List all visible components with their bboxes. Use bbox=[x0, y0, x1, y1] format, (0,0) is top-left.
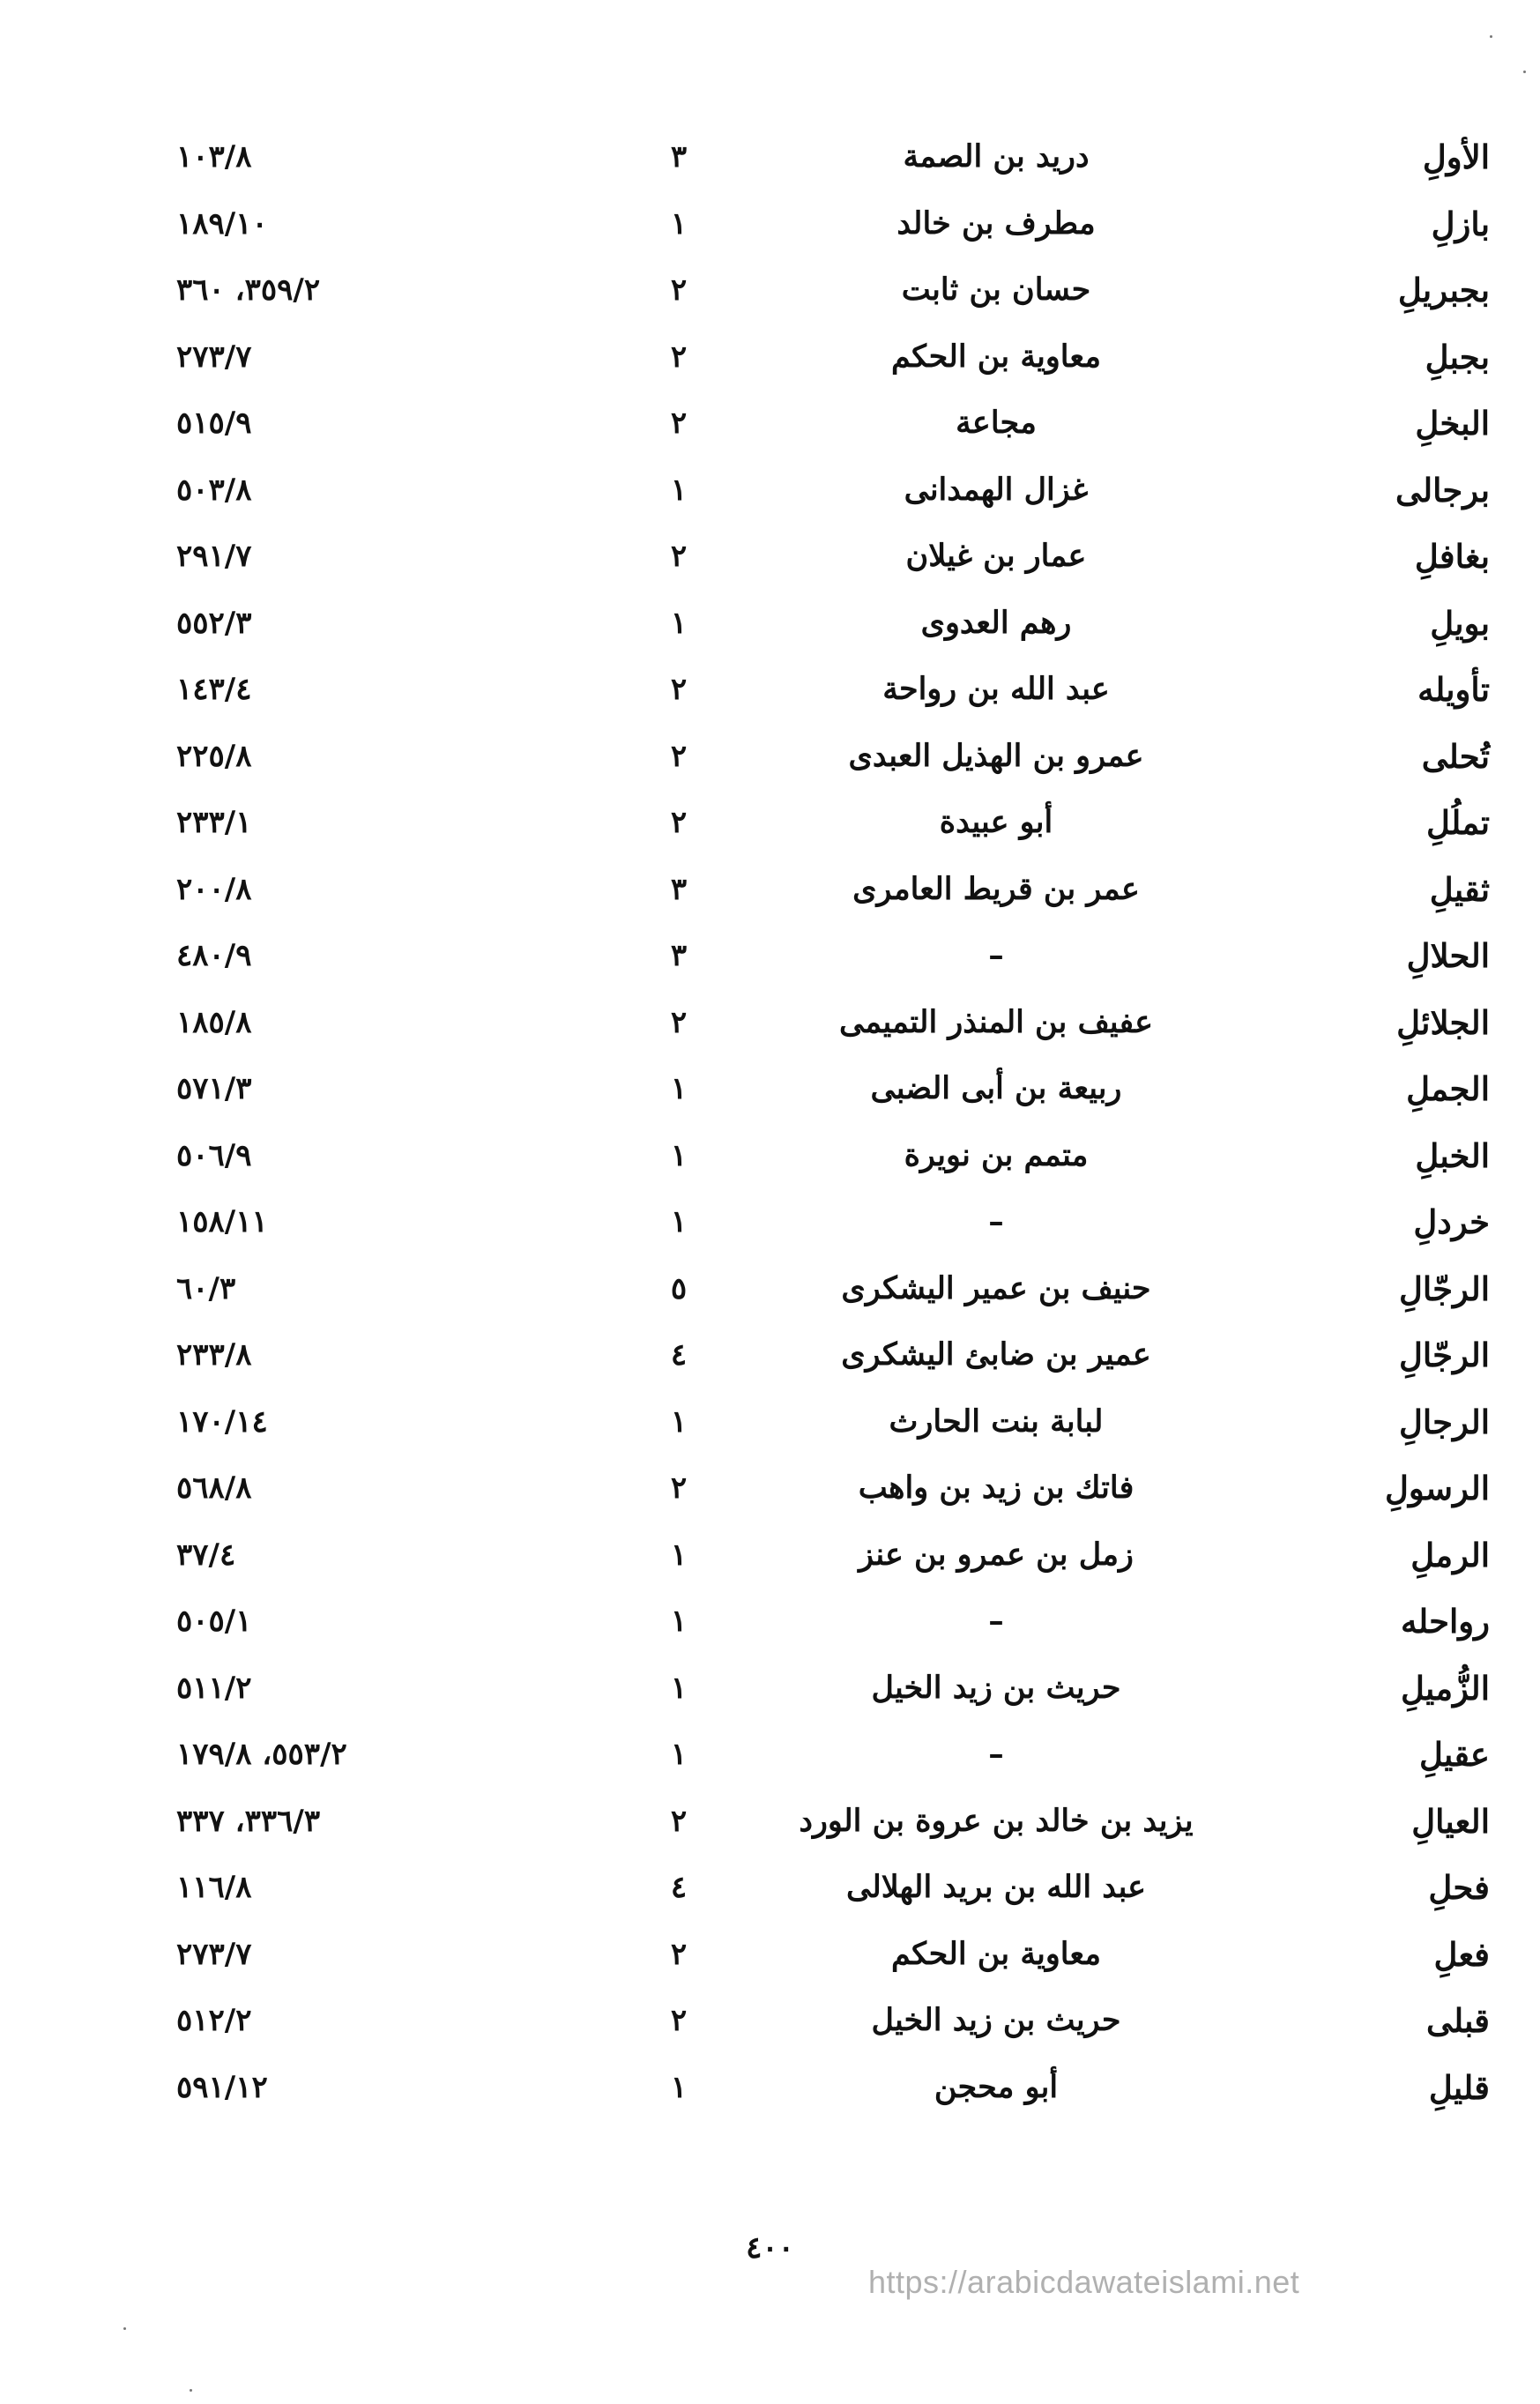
volume-page-ref: ١٤٣/٤ bbox=[176, 672, 252, 707]
table-row bbox=[176, 663, 1490, 730]
volume-page-ref: ٢٣٣/١ bbox=[176, 805, 252, 840]
verse-count: ٣ bbox=[670, 871, 688, 907]
scan-speck bbox=[1523, 71, 1526, 73]
rhyme-word: بجبريلِ bbox=[1397, 271, 1490, 309]
verse-count: ٢ bbox=[670, 1004, 688, 1040]
rhyme-word: البخلِ bbox=[1415, 404, 1490, 443]
rhyme-word: قبلى bbox=[1426, 2001, 1490, 2040]
rhyme-word: عقيلِ bbox=[1419, 1735, 1490, 1774]
poet-name: فاتك بن زيد بن واهب bbox=[858, 1470, 1135, 1506]
verse-count: ١ bbox=[670, 1137, 688, 1173]
volume-page-ref: ٣٧/٤ bbox=[176, 1537, 236, 1573]
poet-name: – bbox=[988, 1736, 1004, 1772]
verse-count: ٢ bbox=[670, 1936, 688, 1972]
verse-count: ١ bbox=[670, 1670, 688, 1706]
verse-count: ١ bbox=[670, 605, 688, 641]
volume-page-ref: ٣٣٦/٣، ٣٣٧ bbox=[176, 1803, 321, 1839]
poet-name: – bbox=[988, 1203, 1004, 1239]
rhyme-word: الحلالِ bbox=[1406, 936, 1490, 975]
volume-page-ref: ١٥٨/١١ bbox=[176, 1204, 268, 1239]
rhyme-word: الرسولِ bbox=[1385, 1469, 1490, 1507]
poet-name: عفيف بن المنذر التميمى bbox=[839, 1003, 1153, 1040]
verse-count: ٢ bbox=[670, 406, 688, 441]
volume-page-ref: ١٨٩/١٠ bbox=[176, 205, 268, 242]
table-row bbox=[176, 1462, 1490, 1529]
rhyme-word: الخبلِ bbox=[1415, 1135, 1490, 1175]
volume-page-ref: ٣٥٩/٢، ٣٦٠ bbox=[176, 272, 321, 308]
poet-name: عبد الله بن بريد الهلالى bbox=[845, 1869, 1147, 1905]
volume-page-ref: ٥٧١/٣ bbox=[176, 1071, 252, 1106]
verse-count: ١ bbox=[670, 1604, 688, 1639]
table-row bbox=[176, 1928, 1490, 1995]
verse-count: ١ bbox=[670, 1204, 688, 1239]
table-row bbox=[176, 1861, 1490, 1928]
table-row bbox=[176, 1662, 1490, 1729]
rhyme-word: قليلِ bbox=[1428, 2067, 1490, 2107]
rhyme-word: خردلِ bbox=[1413, 1202, 1490, 1241]
rhyme-word: تُحلى bbox=[1421, 736, 1490, 776]
poetry-index-table bbox=[176, 130, 1490, 2127]
table-row bbox=[176, 264, 1490, 331]
verse-count: ١ bbox=[670, 2069, 688, 2105]
volume-page-ref: ٥٦٨/٨ bbox=[176, 1470, 252, 1506]
volume-page-ref: ١١٦/٨ bbox=[176, 1870, 252, 1905]
rhyme-word: برجالى bbox=[1395, 470, 1490, 510]
volume-page-ref: ٢٩١/٧ bbox=[176, 539, 252, 574]
verse-count: ١ bbox=[670, 1403, 688, 1440]
table-row bbox=[176, 1129, 1490, 1196]
volume-page-ref: ٥٥٢/٣ bbox=[176, 605, 252, 641]
table-row bbox=[176, 1529, 1490, 1596]
rhyme-word: بغافلِ bbox=[1414, 537, 1490, 576]
table-row bbox=[176, 929, 1490, 996]
volume-page-ref: ١٧٠/١٤ bbox=[176, 1403, 268, 1440]
poet-name: – bbox=[988, 1603, 1004, 1639]
table-row bbox=[176, 597, 1490, 664]
volume-page-ref: ٦٠/٣ bbox=[176, 1270, 236, 1306]
verse-count: ٢ bbox=[670, 805, 688, 840]
watermark-url: https://arabicdawateislami.net bbox=[868, 2264, 1300, 2300]
poet-name: حسان بن ثابت bbox=[901, 272, 1091, 308]
scan-speck bbox=[123, 2327, 126, 2330]
verse-count: ٢ bbox=[670, 738, 688, 774]
rhyme-word: الرجّالِ bbox=[1399, 1269, 1490, 1308]
rhyme-word: بازلِ bbox=[1431, 204, 1490, 243]
poet-name: أبو محجن bbox=[934, 2068, 1059, 2105]
verse-count: ١ bbox=[670, 472, 688, 508]
table-row bbox=[176, 130, 1490, 197]
volume-page-ref: ٢٧٣/٧ bbox=[176, 339, 252, 375]
volume-page-ref: ٥٩١/١٢ bbox=[176, 2069, 268, 2105]
volume-page-ref: ٥٠٥/١ bbox=[176, 1604, 252, 1639]
table-row bbox=[176, 796, 1490, 863]
table-row bbox=[176, 863, 1490, 930]
volume-page-ref: ٥٠٦/٩ bbox=[176, 1137, 252, 1173]
verse-count: ٢ bbox=[670, 539, 688, 574]
rhyme-word: الرجالِ bbox=[1399, 1402, 1490, 1441]
poet-name: معاوية بن الحكم bbox=[890, 1935, 1102, 1972]
table-row bbox=[176, 197, 1490, 264]
table-row bbox=[176, 530, 1490, 597]
verse-count: ١ bbox=[670, 205, 688, 242]
table-row bbox=[176, 397, 1490, 464]
verse-count: ٢ bbox=[670, 2003, 688, 2038]
poet-name: أبو عبيدة bbox=[939, 804, 1053, 840]
rhyme-word: الرجّالِ bbox=[1399, 1336, 1490, 1374]
verse-count: ٤ bbox=[670, 1337, 688, 1373]
table-row bbox=[176, 1396, 1490, 1462]
volume-page-ref: ٢٠٠/٨ bbox=[176, 871, 252, 907]
poet-name: عمر بن قريط العامرى bbox=[852, 870, 1140, 907]
table-row bbox=[176, 1728, 1490, 1795]
poet-name: – bbox=[988, 937, 1004, 973]
poet-name: ربيعة بن أبى الضبى bbox=[870, 1070, 1122, 1106]
volume-page-ref: ٢٧٣/٧ bbox=[176, 1936, 252, 1972]
table-row bbox=[176, 1795, 1490, 1862]
verse-count: ٣ bbox=[670, 139, 688, 175]
poet-name: حريث بن زيد الخيل bbox=[871, 1669, 1121, 1706]
table-row bbox=[176, 1062, 1490, 1129]
rhyme-word: بجبلِ bbox=[1425, 337, 1490, 376]
table-row bbox=[176, 2061, 1490, 2128]
rhyme-word: الجلائلِ bbox=[1396, 1002, 1490, 1042]
poet-name: عبد الله بن رواحة bbox=[882, 671, 1110, 707]
volume-page-ref: ٥٥٣/٢، ١٧٩/٨ bbox=[176, 1737, 347, 1772]
scan-speck bbox=[190, 2389, 192, 2392]
verse-count: ٥ bbox=[670, 1270, 688, 1306]
table-row bbox=[176, 331, 1490, 398]
rhyme-word: الرملِ bbox=[1410, 1535, 1490, 1574]
verse-count: ١ bbox=[670, 1071, 688, 1106]
table-row bbox=[176, 1195, 1490, 1262]
scan-speck bbox=[1490, 35, 1492, 38]
verse-count: ٢ bbox=[670, 1470, 688, 1506]
rhyme-word: بويلِ bbox=[1430, 603, 1490, 643]
rhyme-word: تأويله bbox=[1417, 670, 1490, 709]
poet-name: عمار بن غيلان bbox=[905, 538, 1087, 574]
table-row bbox=[176, 1262, 1490, 1329]
rhyme-word: الجملِ bbox=[1406, 1069, 1490, 1108]
table-row bbox=[176, 730, 1490, 797]
rhyme-word: فحلِ bbox=[1428, 1868, 1490, 1907]
volume-page-ref: ١٨٥/٨ bbox=[176, 1004, 252, 1040]
poet-name: زمل بن عمرو بن عنز bbox=[859, 1536, 1134, 1573]
table-row bbox=[176, 464, 1490, 531]
verse-count: ٢ bbox=[670, 339, 688, 375]
verse-count: ٢ bbox=[670, 272, 688, 308]
poet-name: عمرو بن الهذيل العبدى bbox=[848, 737, 1144, 774]
verse-count: ١ bbox=[670, 1737, 688, 1772]
poet-name: حنيف بن عمير اليشكرى bbox=[841, 1269, 1151, 1306]
poet-name: لبابة بنت الحارث bbox=[889, 1403, 1104, 1440]
verse-count: ٤ bbox=[670, 1870, 688, 1905]
rhyme-word: العيالِ bbox=[1411, 1801, 1490, 1841]
poet-name: مجاعة bbox=[956, 405, 1037, 441]
volume-page-ref: ٢٣٣/٨ bbox=[176, 1337, 252, 1373]
poet-name: حريث بن زيد الخيل bbox=[871, 2002, 1121, 2038]
table-row bbox=[176, 1595, 1490, 1662]
poet-name: دريد بن الصمة bbox=[903, 138, 1090, 175]
page-number: ٤٠٠ bbox=[746, 2230, 794, 2266]
poet-name: عمير بن ضابئ اليشكرى bbox=[841, 1336, 1151, 1373]
verse-count: ٣ bbox=[670, 938, 688, 973]
poet-name: غزال الهمدانى bbox=[904, 471, 1089, 508]
volume-page-ref: ٥١٢/٢ bbox=[176, 2003, 252, 2038]
table-row bbox=[176, 996, 1490, 1063]
volume-page-ref: ٤٨٠/٩ bbox=[176, 938, 252, 973]
volume-page-ref: ٥١١/٢ bbox=[176, 1670, 252, 1706]
rhyme-word: ثقيلِ bbox=[1429, 869, 1490, 909]
rhyme-word: الزُّميلِ bbox=[1401, 1668, 1490, 1708]
poet-name: متمم بن نويرة bbox=[904, 1136, 1089, 1173]
rhyme-word: فعلِ bbox=[1433, 1934, 1490, 1974]
poet-name: مطرف بن خالد bbox=[896, 205, 1096, 242]
table-row bbox=[176, 1994, 1490, 2061]
rhyme-word: الأولِ bbox=[1422, 138, 1490, 176]
table-row bbox=[176, 1329, 1490, 1396]
rhyme-word: رواحله bbox=[1401, 1602, 1490, 1641]
verse-count: ١ bbox=[670, 1537, 688, 1573]
volume-page-ref: ٥٠٣/٨ bbox=[176, 472, 252, 508]
volume-page-ref: ٥١٥/٩ bbox=[176, 406, 252, 441]
volume-page-ref: ٢٢٥/٨ bbox=[176, 738, 252, 774]
poet-name: معاوية بن الحكم bbox=[890, 338, 1102, 375]
verse-count: ٢ bbox=[670, 672, 688, 707]
verse-count: ٢ bbox=[670, 1803, 688, 1839]
rhyme-word: تملُلِ bbox=[1426, 803, 1490, 842]
volume-page-ref: ١٠٣/٨ bbox=[176, 139, 252, 175]
poet-name: يزيد بن خالد بن عروة بن الورد bbox=[799, 1802, 1194, 1839]
poet-name: رهم العدوى bbox=[920, 604, 1072, 641]
